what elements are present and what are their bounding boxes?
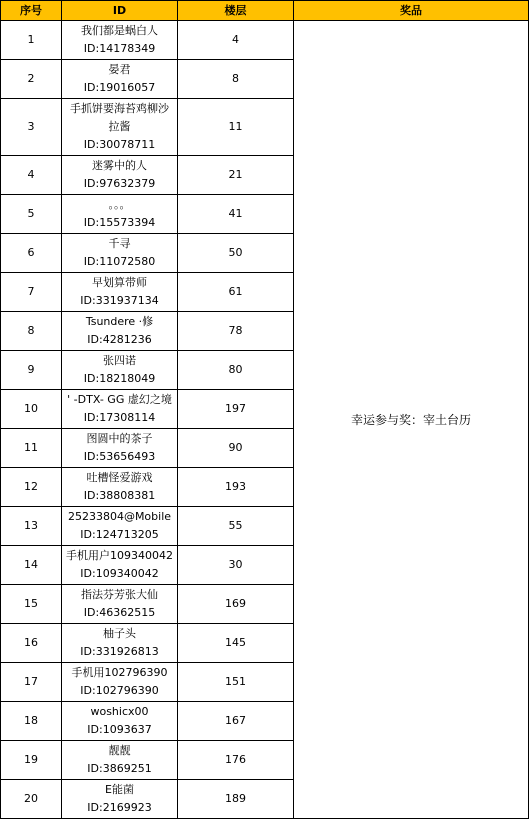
user-name: 图圆中的茶子 [86,432,153,445]
user-cell [62,702,178,741]
user-name: 靓靓 [108,744,131,757]
floor-number: 189 [178,780,294,819]
user-cell [62,546,178,585]
floor-number: 50 [178,234,294,273]
floor-number: 167 [178,702,294,741]
user-cell [62,99,178,156]
user-name: 千寻 [108,237,131,250]
user-cell [62,585,178,624]
row-number: 13 [1,507,62,546]
user-id: ID:19016057 [83,81,156,94]
floor-number: 90 [178,429,294,468]
header-prize: 奖品 [294,1,529,21]
user-name: 手机用102796390 [71,666,168,679]
user-cell [62,156,178,195]
row-number: 14 [1,546,62,585]
user-name: ' -DTX- GG 虚幻之境 [67,393,172,406]
row-number: 7 [1,273,62,312]
row-number: 16 [1,624,62,663]
user-id: ID:97632379 [83,177,156,190]
user-id: ID:102796390 [80,684,159,697]
user-id: ID:4281236 [87,333,152,346]
user-cell [62,351,178,390]
user-id: ID:30078711 [83,138,156,151]
user-cell [62,312,178,351]
user-cell [62,21,178,60]
row-number: 1 [1,21,62,60]
user-id: ID:14178349 [83,42,156,55]
user-name: 。。。 [108,198,131,211]
user-id: ID:3869251 [87,762,152,775]
floor-number: 21 [178,156,294,195]
row-number: 5 [1,195,62,234]
user-cell [62,390,178,429]
user-name: 晏君 [108,63,131,76]
floor-number: 11 [178,99,294,156]
user-cell [62,234,178,273]
floor-number: 151 [178,663,294,702]
user-id: ID:2169923 [87,801,152,814]
floor-number: 197 [178,390,294,429]
user-name: 25233804@Mobile [67,510,172,523]
floor-number: 78 [178,312,294,351]
floor-number: 169 [178,585,294,624]
table-body [1,21,529,819]
row-number: 9 [1,351,62,390]
row-number: 2 [1,60,62,99]
header-no: 序号 [1,1,62,21]
user-cell [62,195,178,234]
header-floor: 楼层 [178,1,294,21]
user-name: Tsundere ·修 [85,315,154,328]
user-cell [62,780,178,819]
floor-number: 193 [178,468,294,507]
user-id: ID:109340042 [80,567,159,580]
user-cell [62,741,178,780]
user-name: 我们都是蜗白人 [81,24,158,37]
row-number: 8 [1,312,62,351]
floor-number: 55 [178,507,294,546]
user-id: ID:15573394 [83,216,156,229]
user-name: 张四诺 [103,354,136,367]
user-cell [62,273,178,312]
user-id: ID:124713205 [80,528,159,541]
row-number: 10 [1,390,62,429]
floor-number: 61 [178,273,294,312]
user-name: 柚子头 [103,627,136,640]
user-id: ID:331926813 [80,645,159,658]
user-id: ID:331937134 [80,294,159,307]
floor-number: 30 [178,546,294,585]
user-id: ID:38808381 [83,489,156,502]
user-name: 吐槽怪爱游戏 [86,471,153,484]
user-name: 早划算带师 [92,276,147,289]
user-cell [62,468,178,507]
floor-number: 4 [178,21,294,60]
row-number: 11 [1,429,62,468]
user-name: woshicx00 [90,705,149,718]
user-cell [62,663,178,702]
user-name: E能菌 [105,783,134,796]
user-name: 指法芬芳张大仙 [81,588,158,601]
user-name: 迷雾中的人 [92,159,147,172]
user-id: ID:46362515 [83,606,156,619]
row-number: 20 [1,780,62,819]
user-id: ID:17308114 [83,411,156,424]
header-id: ID [62,1,178,21]
floor-number: 41 [178,195,294,234]
row-number: 12 [1,468,62,507]
user-id: ID:18218049 [83,372,156,385]
prize-cell: 幸运参与奖：宰土台历 [294,21,529,819]
user-cell [62,60,178,99]
user-name: 手抓饼要海苔鸡柳沙拉酱 [70,102,169,133]
row-number: 4 [1,156,62,195]
row-number: 3 [1,99,62,156]
header-row [1,1,529,21]
row-number: 6 [1,234,62,273]
user-id: ID:53656493 [83,450,156,463]
user-name: 手机用户109340042 [66,549,173,562]
row-number: 19 [1,741,62,780]
floor-number: 176 [178,741,294,780]
row-number: 15 [1,585,62,624]
floor-number: 145 [178,624,294,663]
user-cell [62,624,178,663]
user-cell [62,507,178,546]
floor-number: 80 [178,351,294,390]
user-id: ID:1093637 [87,723,152,736]
user-cell [62,429,178,468]
table-row [1,21,529,60]
floor-number: 8 [178,60,294,99]
row-number: 17 [1,663,62,702]
user-id: ID:11072580 [83,255,156,268]
row-number: 18 [1,702,62,741]
